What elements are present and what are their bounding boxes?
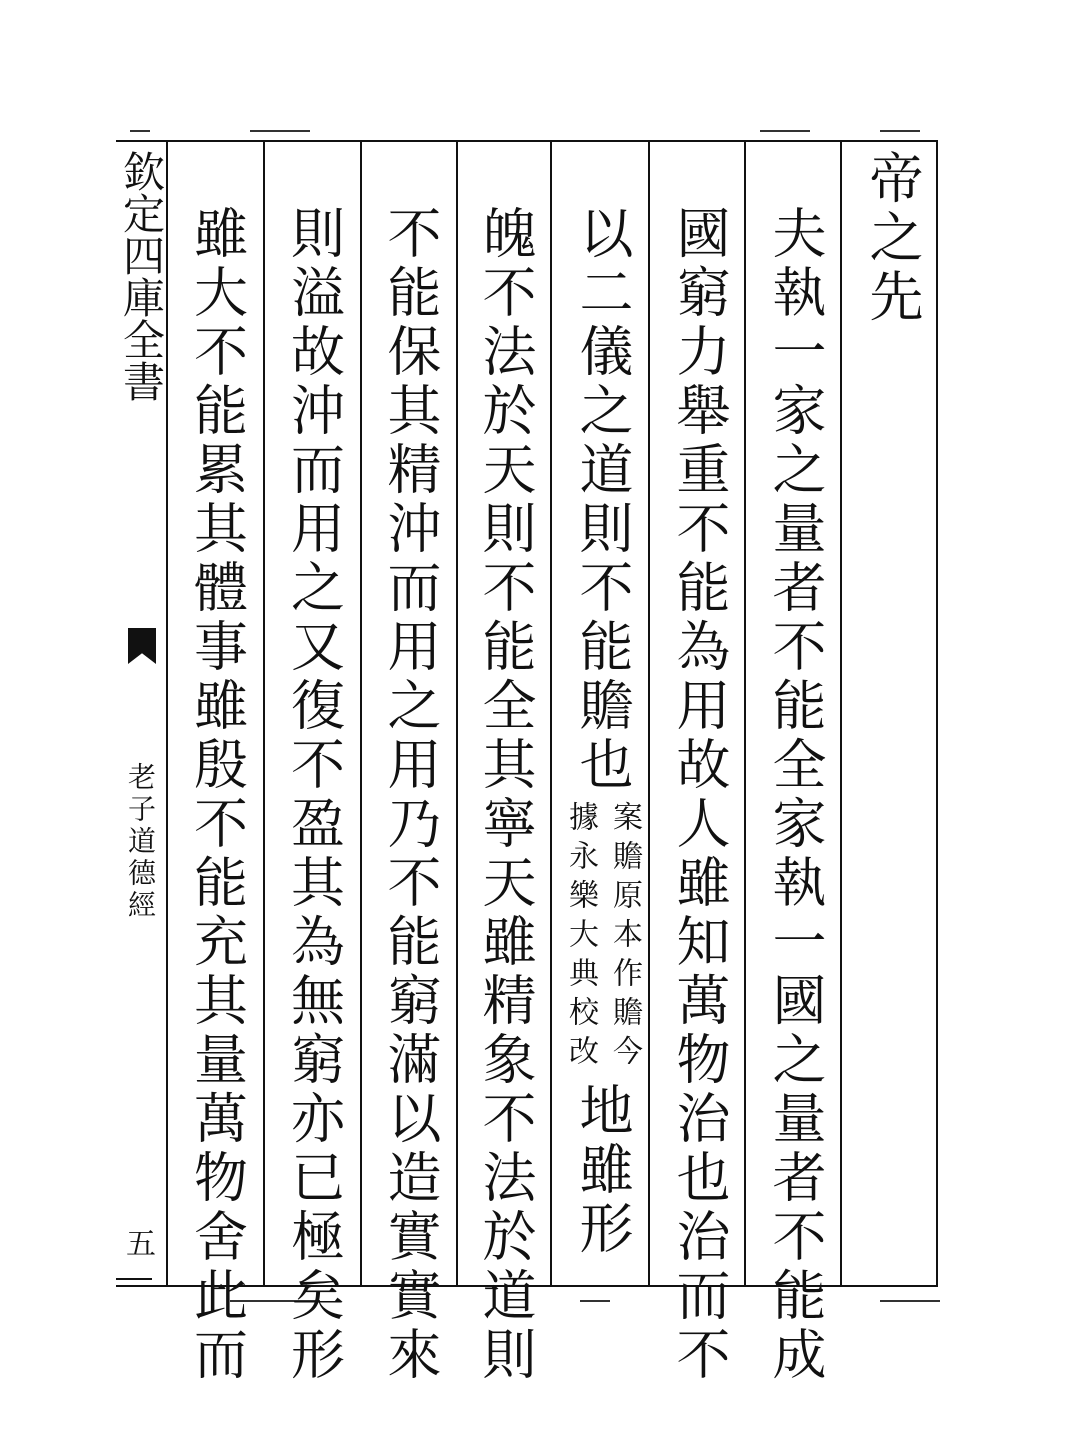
column-rule: [166, 140, 168, 1287]
text-column-1: [848, 150, 936, 1285]
page-number: 五: [126, 1227, 156, 1262]
column-rule: [840, 140, 842, 1287]
scan-speck: [760, 130, 810, 132]
scan-speck: [250, 130, 310, 132]
column-rule: [648, 140, 650, 1287]
text-column-7: [267, 205, 360, 1385]
scan-speck: [880, 130, 920, 132]
text-column-3: [654, 205, 744, 1385]
top-border: [116, 140, 938, 142]
column-text: 則溢故沖而用之又復不盈其為無窮亦已極矣形: [282, 205, 346, 1385]
collection-title: 欽定四庫全書: [117, 150, 166, 402]
scan-speck: [880, 1300, 940, 1302]
commentary-block: [563, 801, 642, 1074]
book-title: 老子道德經: [124, 762, 157, 922]
text-column-2: [750, 205, 840, 1385]
column-rule: [360, 140, 362, 1287]
column-rule: [550, 140, 552, 1287]
column-text: 不能保其精沖而用之用乃不能窮滿以造實實來: [379, 205, 442, 1385]
margin-bottom-mark: [116, 1278, 152, 1280]
column-text: 國窮力舉重不能為用故人雖知萬物治也治而不: [668, 205, 731, 1385]
margin-column: [116, 150, 166, 1285]
column-rule: [456, 140, 458, 1287]
column-text: 魄不法於天則不能全其寧天雖精象不法於道則: [474, 205, 537, 1385]
text-column-8: [170, 205, 263, 1385]
column-text: 帝之先: [861, 150, 924, 327]
column-rule: [744, 140, 746, 1287]
commentary-line-right: 案贍原本作贍今: [607, 801, 642, 1074]
column-text-tail: 地雖形: [571, 1082, 634, 1259]
right-border: [936, 140, 938, 1287]
text-column-6: [364, 205, 456, 1385]
text-column-4: [556, 205, 648, 1340]
scan-speck: [130, 130, 150, 132]
column-text: 雖大不能累其體事雖殷不能充其量萬物舍此而: [185, 205, 249, 1385]
text-column-5: [460, 205, 550, 1385]
fish-tail-mark: [128, 628, 156, 664]
commentary-line-left: 據永樂大典校改: [563, 801, 598, 1074]
column-text: 以二儀之道則不能贍也: [571, 205, 634, 795]
column-rule: [263, 140, 265, 1287]
column-text: 夫執一家之量者不能全家執一國之量者不能成: [764, 205, 827, 1385]
